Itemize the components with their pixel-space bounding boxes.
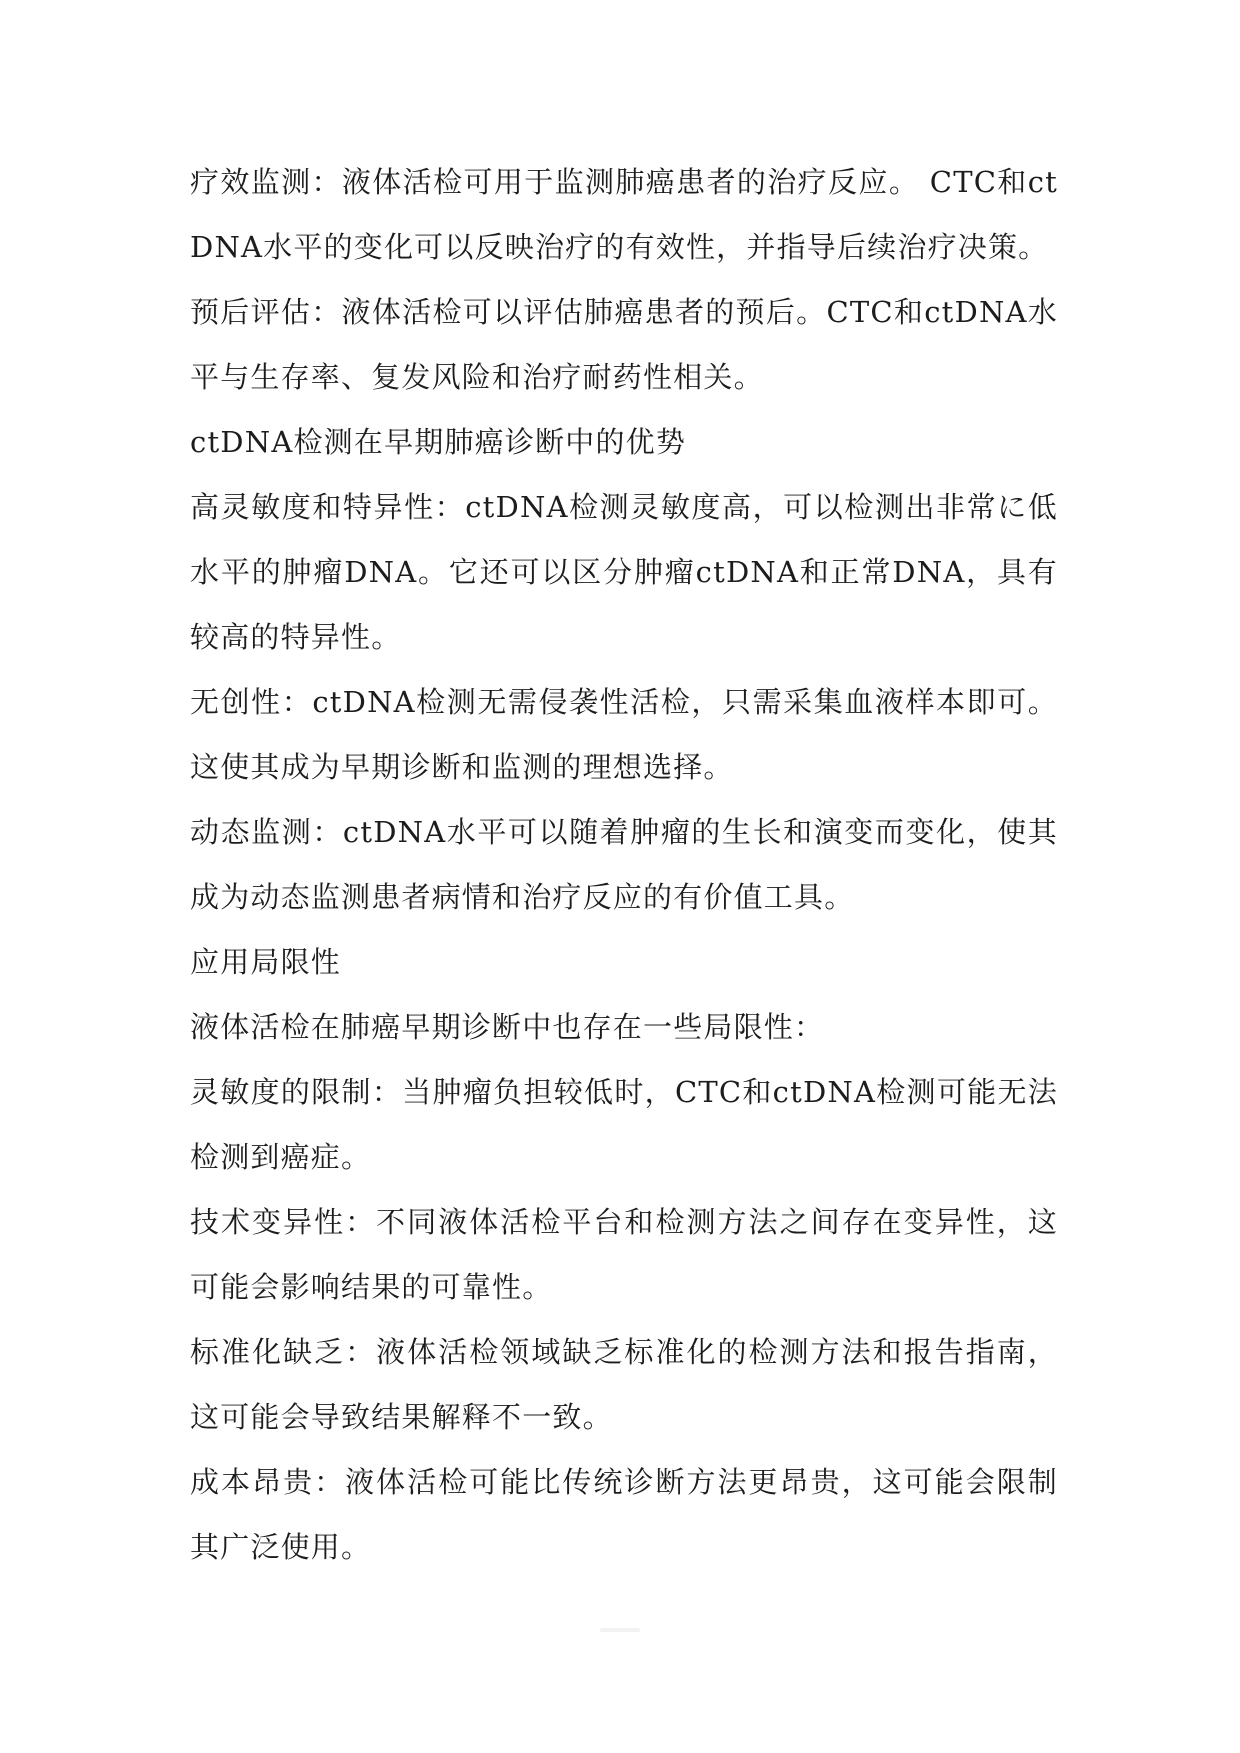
- document-page: [190, 150, 1058, 1580]
- section-heading-ctdna-advantages: ctDNA检测在早期肺癌诊断中的优势: [190, 425, 687, 459]
- page-footer-mark: [600, 1628, 640, 1632]
- paragraph-high-cost: 成本昂贵：液体活检可能比传统诊断方法更昂贵，这可能会限制其广泛使用。: [190, 1465, 1058, 1564]
- paragraph-sensitivity-limit: 灵敏度的限制：当肿瘤负担较低时，CTC和ctDNA检测可能无法检测到癌症。: [190, 1075, 1058, 1174]
- paragraph-treatment-monitoring: 疗效监测：液体活检可用于监测肺癌患者的治疗反应。 CTC和ctDNA水平的变化可以反映治疗的有效性，并指导后续治疗决策。: [190, 165, 1058, 264]
- section-heading-limitations: 应用局限性: [190, 945, 342, 979]
- paragraph-prognosis-assessment: 预后评估：液体活检可以评估肺癌患者的预后。CTC和ctDNA水平与生存率、复发风险和治疗耐药性相关。: [190, 295, 1058, 394]
- paragraph-dynamic-monitoring: 动态监测：ctDNA水平可以随着肿瘤的生长和演变而变化，使其成为动态监测患者病情和治疗反应的有价值工具。: [190, 815, 1058, 914]
- paragraph-limitations-intro: 液体活检在肺癌早期诊断中也存在一些局限性：: [190, 1010, 825, 1044]
- paragraph-lack-of-standardization: 标准化缺乏：液体活检领域缺乏标准化的检测方法和报告指南，这可能会导致结果解释不一致。: [190, 1335, 1058, 1434]
- paragraph-sensitivity-specificity: 高灵敏度和特异性：ctDNA检测灵敏度高，可以检测出非常に低水平的肿瘤DNA。它还可以区分肿瘤ctDNA和正常DNA，具有较高的特异性。: [190, 490, 1058, 654]
- paragraph-technical-variability: 技术变异性：不同液体活检平台和检测方法之间存在变异性，这可能会影响结果的可靠性。: [190, 1205, 1058, 1304]
- paragraph-non-invasive: 无创性：ctDNA检测无需侵袭性活检，只需采集血液样本即可。这使其成为早期诊断和监测的理想选择。: [190, 685, 1058, 784]
